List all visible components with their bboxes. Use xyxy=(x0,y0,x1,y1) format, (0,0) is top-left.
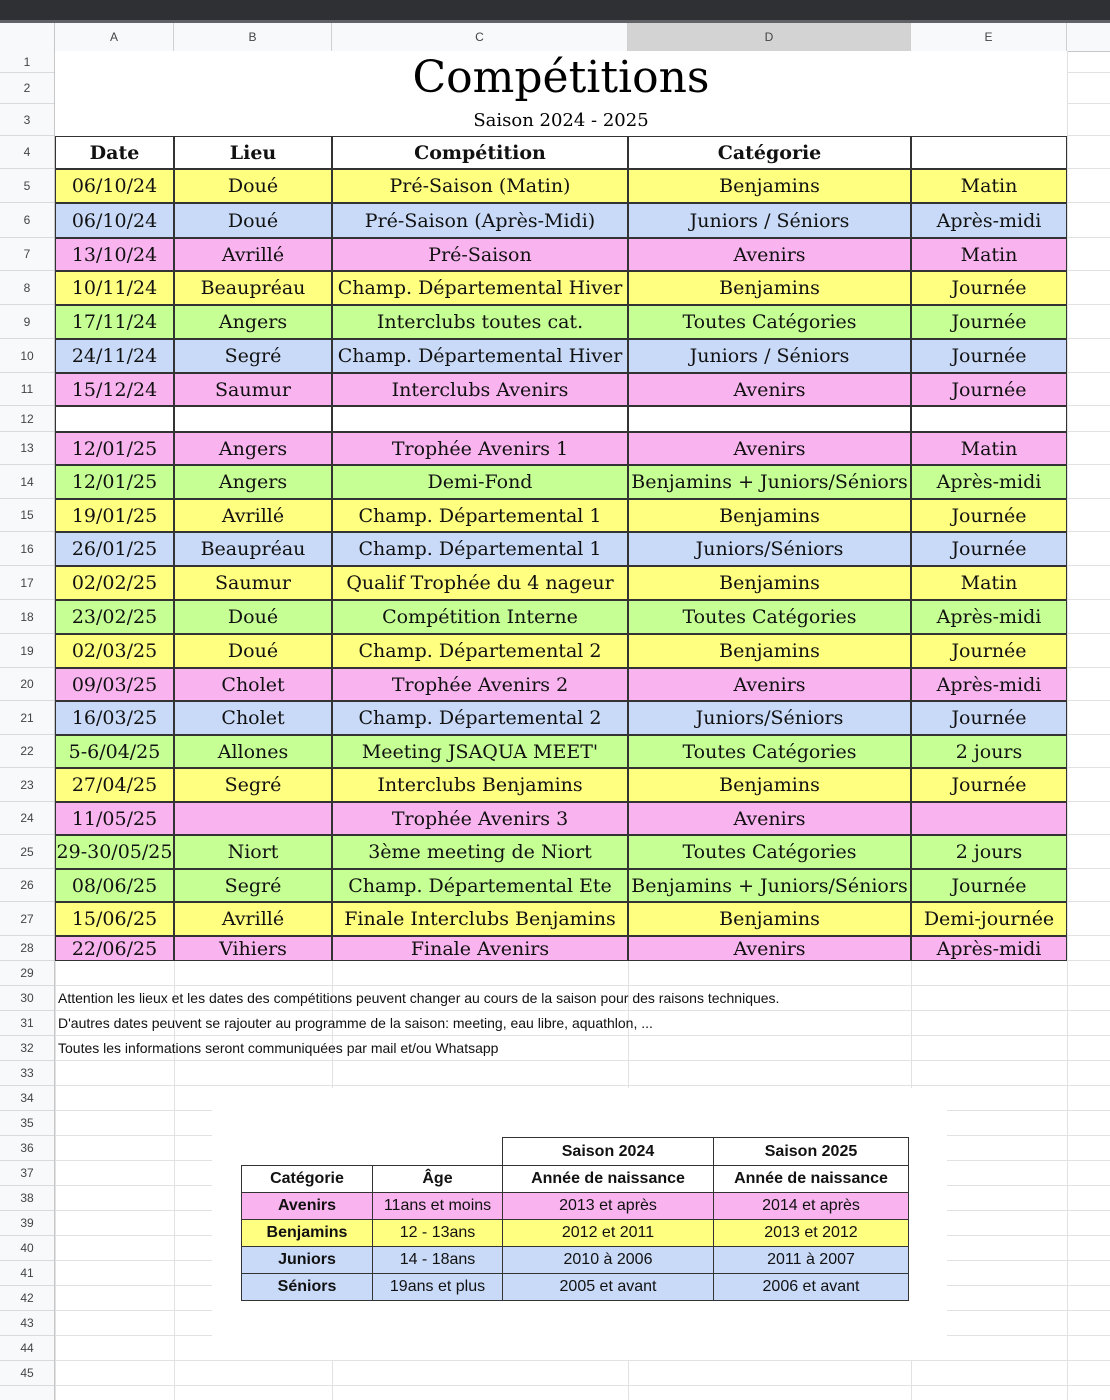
header-competition[interactable]: Compétition xyxy=(332,136,628,169)
legend-age: 12 - 13ans xyxy=(372,1219,503,1247)
cell-categorie[interactable]: Toutes Catégories xyxy=(628,735,911,768)
cell-competition[interactable]: Demi-Fond xyxy=(332,465,628,499)
cell-date[interactable]: 11/05/25 xyxy=(55,802,174,835)
cell-date[interactable]: 29-30/05/25 xyxy=(55,835,174,869)
cell-date[interactable]: 17/11/24 xyxy=(55,305,174,339)
cell-competition[interactable] xyxy=(332,406,628,432)
cell-lieu[interactable]: Angers xyxy=(174,305,332,339)
row-header[interactable]: 37 xyxy=(0,1161,54,1186)
cell-lieu[interactable] xyxy=(174,406,332,432)
info-note: Attention les lieux et les dates des compétitions peuvent changer au cours de la saison pour des raisons techniques. xyxy=(58,990,780,1006)
cell-duree[interactable] xyxy=(911,802,1067,835)
cell-lieu[interactable]: Allones xyxy=(174,735,332,768)
legend-age: 19ans et plus xyxy=(372,1273,503,1301)
column-header-b[interactable]: B xyxy=(174,23,332,51)
gridline xyxy=(55,1385,1110,1386)
top-toolbar xyxy=(0,0,1110,22)
row-header[interactable]: 34 xyxy=(0,1086,54,1111)
row-header[interactable]: 12 xyxy=(0,406,54,432)
row-header[interactable]: 41 xyxy=(0,1261,54,1286)
cell-competition[interactable]: Champ. Départemental Hiver xyxy=(332,339,628,373)
legend-header-naissance-2025: Année de naissance xyxy=(713,1165,909,1193)
row-header[interactable]: 14 xyxy=(0,465,54,499)
cell-competition[interactable]: Interclubs Benjamins xyxy=(332,768,628,802)
cell-duree[interactable]: Après-midi xyxy=(911,668,1067,701)
cell-categorie[interactable]: Toutes Catégories xyxy=(628,600,911,634)
cell-lieu[interactable]: Vihiers xyxy=(174,936,332,961)
header-date[interactable]: Date xyxy=(55,136,174,169)
row-header[interactable]: 19 xyxy=(0,634,54,668)
legend-header-age: Âge xyxy=(372,1165,503,1193)
cell-categorie[interactable]: Benjamins xyxy=(628,634,911,668)
row-header[interactable]: 11 xyxy=(0,373,54,406)
sheet-title[interactable]: Compétitions xyxy=(55,51,1067,104)
row-header[interactable]: 29 xyxy=(0,961,54,986)
row-header[interactable]: 25 xyxy=(0,835,54,869)
row-header[interactable]: 26 xyxy=(0,869,54,902)
cell-lieu[interactable]: Angers xyxy=(174,432,332,465)
legend-header-categorie: Catégorie xyxy=(241,1165,373,1193)
row-header[interactable]: 17 xyxy=(0,566,54,600)
cell-lieu[interactable]: Doué xyxy=(174,634,332,668)
cell-lieu[interactable]: Beaupréau xyxy=(174,271,332,305)
legend-naissance-2025: 2014 et après xyxy=(713,1192,909,1220)
info-note: Toutes les informations seront communiquées par mail et/ou Whatsapp xyxy=(58,1040,499,1056)
cell-date[interactable] xyxy=(55,406,174,432)
cell-duree[interactable]: Journée xyxy=(911,305,1067,339)
category-legend-image xyxy=(212,1088,947,1360)
legend-naissance-2025: 2006 et avant xyxy=(713,1273,909,1301)
column-header-bar xyxy=(0,23,1110,52)
cell-lieu[interactable]: Doué xyxy=(174,169,332,203)
cell-competition[interactable]: Meeting JSAQUA MEET' xyxy=(332,735,628,768)
row-header[interactable]: 36 xyxy=(0,1136,54,1161)
legend-season-2024: Saison 2024 xyxy=(502,1137,714,1166)
cell-categorie[interactable]: Benjamins + Juniors/Séniors xyxy=(628,869,911,902)
cell-lieu[interactable]: Beaupréau xyxy=(174,532,332,566)
gridline xyxy=(55,1360,1110,1361)
row-header[interactable]: 23 xyxy=(0,768,54,802)
cell-date[interactable]: 15/12/24 xyxy=(55,373,174,406)
header-duree[interactable] xyxy=(911,136,1067,169)
cell-competition[interactable]: Compétition Interne xyxy=(332,600,628,634)
cell-competition[interactable]: Pré-Saison (Matin) xyxy=(332,169,628,203)
row-header[interactable]: 20 xyxy=(0,668,54,701)
row-header[interactable]: 35 xyxy=(0,1111,54,1136)
column-header-d[interactable]: D xyxy=(628,23,911,51)
cell-date[interactable]: 27/04/25 xyxy=(55,768,174,802)
row-header[interactable]: 1 xyxy=(0,51,54,73)
cell-date[interactable]: 12/01/25 xyxy=(55,432,174,465)
cell-date[interactable]: 09/03/25 xyxy=(55,668,174,701)
row-header[interactable]: 3 xyxy=(0,104,54,136)
cell-duree[interactable]: Matin xyxy=(911,566,1067,600)
cell-duree[interactable]: Après-midi xyxy=(911,465,1067,499)
cell-duree[interactable]: Après-midi xyxy=(911,936,1067,961)
cell-competition[interactable]: Interclubs Avenirs xyxy=(332,373,628,406)
row-header[interactable]: 6 xyxy=(0,203,54,238)
row-header[interactable]: 7 xyxy=(0,238,54,271)
cell-categorie[interactable]: Benjamins + Juniors/Séniors xyxy=(628,465,911,499)
cell-duree[interactable]: Journée xyxy=(911,634,1067,668)
cell-categorie[interactable]: Benjamins xyxy=(628,768,911,802)
row-header[interactable]: 27 xyxy=(0,902,54,936)
cell-competition[interactable]: Pré-Saison xyxy=(332,238,628,271)
cell-categorie[interactable]: Juniors/Séniors xyxy=(628,701,911,735)
cell-duree[interactable]: Journée xyxy=(911,768,1067,802)
cell-categorie[interactable]: Benjamins xyxy=(628,902,911,936)
gridline xyxy=(55,1060,1110,1061)
cell-lieu[interactable]: Segré xyxy=(174,339,332,373)
cell-categorie[interactable]: Benjamins xyxy=(628,169,911,203)
legend-naissance-2024: 2012 et 2011 xyxy=(502,1219,714,1247)
cell-date[interactable]: 06/10/24 xyxy=(55,169,174,203)
cell-competition[interactable]: Champ. Départemental 2 xyxy=(332,701,628,735)
cell-duree[interactable]: Demi-journée xyxy=(911,902,1067,936)
row-header[interactable]: 9 xyxy=(0,305,54,339)
cell-date[interactable]: 08/06/25 xyxy=(55,869,174,902)
cell-date[interactable]: 02/03/25 xyxy=(55,634,174,668)
cell-competition[interactable]: Interclubs toutes cat. xyxy=(332,305,628,339)
gridline xyxy=(55,985,1110,986)
cell-lieu[interactable]: Avrillé xyxy=(174,238,332,271)
cell-duree[interactable]: Matin xyxy=(911,169,1067,203)
cell-lieu[interactable]: Cholet xyxy=(174,701,332,735)
legend-naissance-2025: 2011 à 2007 xyxy=(713,1246,909,1274)
cell-lieu[interactable]: Avrillé xyxy=(174,902,332,936)
row-header[interactable]: 31 xyxy=(0,1011,54,1036)
row-header[interactable]: 18 xyxy=(0,600,54,634)
cell-duree[interactable]: Journée xyxy=(911,869,1067,902)
row-header[interactable]: 22 xyxy=(0,735,54,768)
cell-lieu[interactable]: Saumur xyxy=(174,373,332,406)
cell-competition[interactable]: Champ. Départemental 1 xyxy=(332,532,628,566)
cell-competition[interactable]: Trophée Avenirs 2 xyxy=(332,668,628,701)
cell-categorie[interactable]: Toutes Catégories xyxy=(628,305,911,339)
season-subtitle[interactable]: Saison 2024 - 2025 xyxy=(55,104,1067,136)
column-header-e[interactable]: E xyxy=(911,23,1067,51)
cell-duree[interactable]: Journée xyxy=(911,271,1067,305)
gridline xyxy=(1067,51,1068,1400)
legend-age: 14 - 18ans xyxy=(372,1246,503,1274)
row-header[interactable]: 16 xyxy=(0,532,54,566)
row-header[interactable]: 15 xyxy=(0,499,54,532)
cell-competition[interactable]: Pré-Saison (Après-Midi) xyxy=(332,203,628,238)
cell-date[interactable]: 24/11/24 xyxy=(55,339,174,373)
cell-competition[interactable]: Champ. Départemental 2 xyxy=(332,634,628,668)
cell-categorie[interactable]: Avenirs xyxy=(628,373,911,406)
cell-lieu[interactable]: Avrillé xyxy=(174,499,332,532)
row-header[interactable]: 28 xyxy=(0,936,54,961)
legend-season-2025: Saison 2025 xyxy=(713,1137,909,1166)
cell-date[interactable]: 19/01/25 xyxy=(55,499,174,532)
cell-competition[interactable]: Finale Avenirs xyxy=(332,936,628,961)
row-header[interactable]: 21 xyxy=(0,701,54,735)
cell-lieu[interactable]: Doué xyxy=(174,203,332,238)
cell-competition[interactable]: Trophée Avenirs 3 xyxy=(332,802,628,835)
row-header[interactable]: 13 xyxy=(0,432,54,465)
legend-header-naissance-2024: Année de naissance xyxy=(502,1165,714,1193)
gridline xyxy=(55,1085,1110,1086)
cell-competition[interactable]: Champ. Départemental Ete xyxy=(332,869,628,902)
cell-categorie[interactable]: Avenirs xyxy=(628,432,911,465)
cell-duree[interactable]: Après-midi xyxy=(911,600,1067,634)
cell-date[interactable]: 15/06/25 xyxy=(55,902,174,936)
cell-categorie[interactable]: Benjamins xyxy=(628,499,911,532)
cell-categorie[interactable]: Juniors/Séniors xyxy=(628,532,911,566)
cell-date[interactable]: 06/10/24 xyxy=(55,203,174,238)
cell-date[interactable]: 5-6/04/25 xyxy=(55,735,174,768)
row-header[interactable]: 30 xyxy=(0,986,54,1011)
cell-duree[interactable]: Journée xyxy=(911,339,1067,373)
row-header[interactable]: 43 xyxy=(0,1311,54,1336)
row-header[interactable]: 38 xyxy=(0,1186,54,1211)
cell-categorie[interactable]: Avenirs xyxy=(628,668,911,701)
row-header[interactable]: 5 xyxy=(0,169,54,203)
row-header[interactable]: 4 xyxy=(0,136,54,169)
cell-date[interactable]: 23/02/25 xyxy=(55,600,174,634)
cell-categorie[interactable]: Juniors / Séniors xyxy=(628,203,911,238)
cell-lieu[interactable] xyxy=(174,802,332,835)
cell-duree[interactable]: 2 jours xyxy=(911,835,1067,869)
row-header[interactable]: 8 xyxy=(0,271,54,305)
legend-naissance-2024: 2010 à 2006 xyxy=(502,1246,714,1274)
cell-lieu[interactable]: Angers xyxy=(174,465,332,499)
column-header-c[interactable]: C xyxy=(332,23,628,51)
row-header[interactable]: 24 xyxy=(0,802,54,835)
row-header[interactable]: 42 xyxy=(0,1286,54,1311)
column-header-a[interactable]: A xyxy=(55,23,174,51)
cell-lieu[interactable]: Saumur xyxy=(174,566,332,600)
cell-lieu[interactable]: Doué xyxy=(174,600,332,634)
row-header[interactable]: 32 xyxy=(0,1036,54,1061)
cell-date[interactable]: 22/06/25 xyxy=(55,936,174,961)
cell-duree[interactable]: Journée xyxy=(911,701,1067,735)
info-note: D'autres dates peuvent se rajouter au programme de la saison: meeting, eau libre, aquathlon, ... xyxy=(58,1015,653,1031)
legend-naissance-2024: 2013 et après xyxy=(502,1192,714,1220)
row-header[interactable]: 10 xyxy=(0,339,54,373)
cell-categorie[interactable]: Avenirs xyxy=(628,238,911,271)
cell-duree[interactable]: Matin xyxy=(911,238,1067,271)
cell-date[interactable]: 16/03/25 xyxy=(55,701,174,735)
row-header[interactable]: 45 xyxy=(0,1361,54,1386)
cell-competition[interactable]: Qualif Trophée du 4 nageur xyxy=(332,566,628,600)
cell-competition[interactable]: Finale Interclubs Benjamins xyxy=(332,902,628,936)
cell-lieu[interactable]: Segré xyxy=(174,869,332,902)
legend-categorie: Avenirs xyxy=(241,1192,373,1220)
cell-date[interactable]: 13/10/24 xyxy=(55,238,174,271)
gridline xyxy=(55,1010,1110,1011)
cell-date[interactable]: 12/01/25 xyxy=(55,465,174,499)
legend-categorie: Séniors xyxy=(241,1273,373,1301)
row-header[interactable]: 33 xyxy=(0,1061,54,1086)
cell-duree[interactable]: Journée xyxy=(911,499,1067,532)
cell-lieu[interactable]: Cholet xyxy=(174,668,332,701)
legend-categorie: Benjamins xyxy=(241,1219,373,1247)
row-header[interactable]: 44 xyxy=(0,1336,54,1361)
legend-categorie: Juniors xyxy=(241,1246,373,1274)
cell-categorie[interactable]: Juniors / Séniors xyxy=(628,339,911,373)
cell-lieu[interactable]: Niort xyxy=(174,835,332,869)
cell-categorie[interactable]: Avenirs xyxy=(628,936,911,961)
legend-age: 11ans et moins xyxy=(372,1192,503,1220)
cell-competition[interactable]: Trophée Avenirs 1 xyxy=(332,432,628,465)
cell-categorie[interactable] xyxy=(628,406,911,432)
cell-duree[interactable]: Journée xyxy=(911,373,1067,406)
cell-lieu[interactable]: Segré xyxy=(174,768,332,802)
header-lieu[interactable]: Lieu xyxy=(174,136,332,169)
cell-categorie[interactable]: Avenirs xyxy=(628,802,911,835)
cell-duree[interactable]: Après-midi xyxy=(911,203,1067,238)
gridline xyxy=(55,1035,1110,1036)
select-all-corner[interactable] xyxy=(0,23,55,51)
cell-duree[interactable]: Journée xyxy=(911,532,1067,566)
cell-categorie[interactable]: Benjamins xyxy=(628,566,911,600)
header-categorie[interactable]: Catégorie xyxy=(628,136,911,169)
legend-naissance-2024: 2005 et avant xyxy=(502,1273,714,1301)
cell-duree[interactable]: 2 jours xyxy=(911,735,1067,768)
cell-competition[interactable]: Champ. Départemental Hiver xyxy=(332,271,628,305)
cell-date[interactable]: 26/01/25 xyxy=(55,532,174,566)
cell-categorie[interactable]: Toutes Catégories xyxy=(628,835,911,869)
cell-competition[interactable]: 3ème meeting de Niort xyxy=(332,835,628,869)
cell-date[interactable]: 02/02/25 xyxy=(55,566,174,600)
row-header[interactable]: 39 xyxy=(0,1211,54,1236)
legend-naissance-2025: 2013 et 2012 xyxy=(713,1219,909,1247)
row-header[interactable]: 2 xyxy=(0,73,54,104)
cell-categorie[interactable]: Benjamins xyxy=(628,271,911,305)
cell-date[interactable]: 10/11/24 xyxy=(55,271,174,305)
cell-competition[interactable]: Champ. Départemental 1 xyxy=(332,499,628,532)
cell-duree[interactable] xyxy=(911,406,1067,432)
row-header[interactable]: 40 xyxy=(0,1236,54,1261)
cell-duree[interactable]: Matin xyxy=(911,432,1067,465)
row-header-bar xyxy=(0,51,55,1400)
